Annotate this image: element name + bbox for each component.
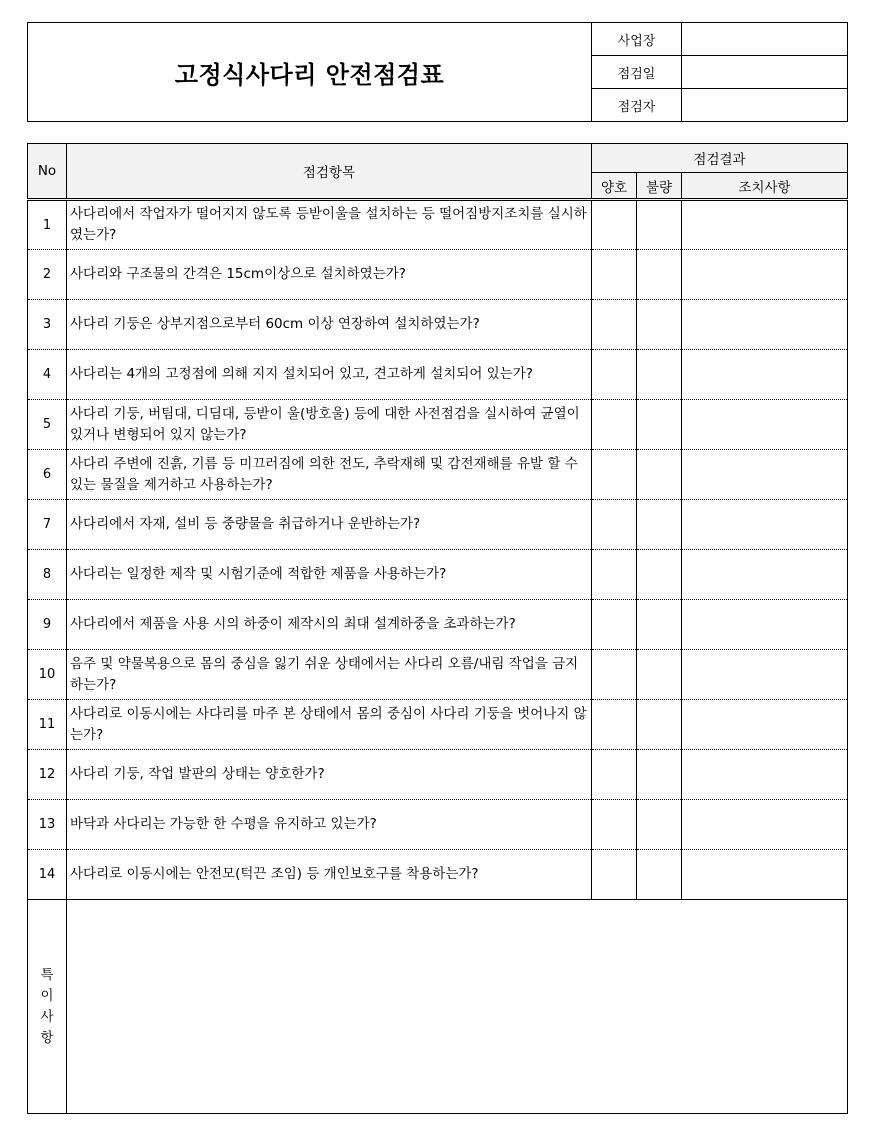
item-no: 2	[28, 250, 67, 300]
action-cell[interactable]	[682, 750, 848, 800]
good-check-cell[interactable]	[592, 450, 637, 500]
good-check-cell[interactable]	[592, 400, 637, 450]
remarks-char: 이	[40, 987, 54, 1004]
bad-check-cell[interactable]	[637, 550, 682, 600]
action-cell[interactable]	[682, 600, 848, 650]
good-check-cell[interactable]	[592, 350, 637, 400]
action-cell[interactable]	[682, 800, 848, 850]
table-row	[28, 350, 848, 400]
header-result: 점검결과	[592, 144, 848, 173]
header-action: 조치사항	[682, 173, 848, 200]
item-no: 10	[28, 650, 67, 700]
item-text: 사다리로 이동시에는 사다리를 마주 본 상태에서 몸의 중심이 사다리 기둥을 벗어나지 않는가?	[67, 700, 592, 750]
bad-check-cell[interactable]	[637, 450, 682, 500]
inspector-field[interactable]	[682, 89, 848, 122]
bad-check-cell[interactable]	[637, 600, 682, 650]
item-no: 5	[28, 400, 67, 450]
bad-check-cell[interactable]	[637, 700, 682, 750]
remarks-label	[28, 900, 67, 1114]
table-row	[28, 450, 848, 500]
item-no: 12	[28, 750, 67, 800]
item-no: 11	[28, 700, 67, 750]
remarks-char: 항	[40, 1029, 54, 1046]
item-no: 9	[28, 600, 67, 650]
bad-check-cell[interactable]	[637, 650, 682, 700]
action-cell[interactable]	[682, 400, 848, 450]
header-no: No	[28, 144, 67, 200]
header-good: 양호	[592, 173, 637, 200]
table-row	[28, 700, 848, 750]
site-field[interactable]	[682, 23, 848, 56]
item-text: 사다리에서 제품을 사용 시의 하중이 제작시의 최대 설계하중을 초과하는가?	[67, 600, 592, 650]
table-row	[28, 800, 848, 850]
table-row	[28, 300, 848, 350]
table-row	[28, 550, 848, 600]
good-check-cell[interactable]	[592, 800, 637, 850]
action-cell[interactable]	[682, 200, 848, 250]
item-no: 13	[28, 800, 67, 850]
good-check-cell[interactable]	[592, 650, 637, 700]
item-no: 3	[28, 300, 67, 350]
action-cell[interactable]	[682, 850, 848, 900]
bad-check-cell[interactable]	[637, 400, 682, 450]
good-check-cell[interactable]	[592, 600, 637, 650]
action-cell[interactable]	[682, 350, 848, 400]
bad-check-cell[interactable]	[637, 350, 682, 400]
date-field[interactable]	[682, 56, 848, 89]
bad-check-cell[interactable]	[637, 800, 682, 850]
bad-check-cell[interactable]	[637, 250, 682, 300]
action-cell[interactable]	[682, 650, 848, 700]
item-text: 사다리에서 작업자가 떨어지지 않도록 등받이울을 설치하는 등 떨어짐방지조치를 실시하였는가?	[67, 200, 592, 250]
action-cell[interactable]	[682, 450, 848, 500]
label-inspector: 점검자	[592, 89, 682, 122]
remarks-char: 특	[40, 966, 54, 983]
table-row	[28, 400, 848, 450]
item-text: 사다리 주변에 진흙, 기름 등 미끄러짐에 의한 전도, 추락재해 및 감전재해를 유발 할 수 있는 물질을 제거하고 사용하는가?	[67, 450, 592, 500]
table-row	[28, 250, 848, 300]
action-cell[interactable]	[682, 500, 848, 550]
item-text: 사다리 기둥, 작업 발판의 상태는 양호한가?	[67, 750, 592, 800]
bad-check-cell[interactable]	[637, 850, 682, 900]
item-text: 바닥과 사다리는 가능한 한 수평을 유지하고 있는가?	[67, 800, 592, 850]
item-text: 사다리는 일정한 제작 및 시험기준에 적합한 제품을 사용하는가?	[67, 550, 592, 600]
header-info-table	[27, 22, 848, 122]
good-check-cell[interactable]	[592, 300, 637, 350]
table-row	[28, 650, 848, 700]
action-cell[interactable]	[682, 550, 848, 600]
action-cell[interactable]	[682, 700, 848, 750]
good-check-cell[interactable]	[592, 250, 637, 300]
header-bad: 불량	[637, 173, 682, 200]
item-text: 사다리로 이동시에는 안전모(턱끈 조임) 등 개인보호구를 착용하는가?	[67, 850, 592, 900]
bad-check-cell[interactable]	[637, 300, 682, 350]
item-no: 8	[28, 550, 67, 600]
table-row	[28, 500, 848, 550]
table-row	[28, 200, 848, 250]
item-text: 사다리 기둥, 버팀대, 디딤대, 등받이 울(방호울) 등에 대한 사전점검을 실시하여 균열이 있거나 변형되어 있지 않는가?	[67, 400, 592, 450]
item-text: 사다리에서 자재, 설비 등 중량물을 취급하거나 운반하는가?	[67, 500, 592, 550]
item-no: 1	[28, 200, 67, 250]
action-cell[interactable]	[682, 250, 848, 300]
action-cell[interactable]	[682, 300, 848, 350]
good-check-cell[interactable]	[592, 750, 637, 800]
header-item: 점검항목	[67, 144, 592, 200]
item-no: 6	[28, 450, 67, 500]
page-title: 고정식사다리 안전점검표	[28, 23, 592, 122]
item-text: 사다리와 구조물의 간격은 15cm이상으로 설치하였는가?	[67, 250, 592, 300]
table-row	[28, 850, 848, 900]
good-check-cell[interactable]	[592, 850, 637, 900]
item-text: 사다리는 4개의 고정점에 의해 지지 설치되어 있고, 견고하게 설치되어 있는가?	[67, 350, 592, 400]
good-check-cell[interactable]	[592, 550, 637, 600]
good-check-cell[interactable]	[592, 500, 637, 550]
good-check-cell[interactable]	[592, 700, 637, 750]
good-check-cell[interactable]	[592, 200, 637, 250]
label-date: 점검일	[592, 56, 682, 89]
item-no: 4	[28, 350, 67, 400]
item-text: 음주 및 약물복용으로 몸의 중심을 잃기 쉬운 상태에서는 사다리 오름/내림 작업을 금지하는가?	[67, 650, 592, 700]
table-row	[28, 750, 848, 800]
bad-check-cell[interactable]	[637, 750, 682, 800]
item-no: 14	[28, 850, 67, 900]
table-row	[28, 600, 848, 650]
item-text: 사다리 기둥은 상부지점으로부터 60cm 이상 연장하여 설치하였는가?	[67, 300, 592, 350]
label-site: 사업장	[592, 23, 682, 56]
item-no: 7	[28, 500, 67, 550]
checklist-table	[27, 143, 848, 1114]
remarks-field[interactable]	[67, 900, 848, 1114]
remarks-char: 사	[40, 1008, 54, 1025]
bad-check-cell[interactable]	[637, 200, 682, 250]
bad-check-cell[interactable]	[637, 500, 682, 550]
